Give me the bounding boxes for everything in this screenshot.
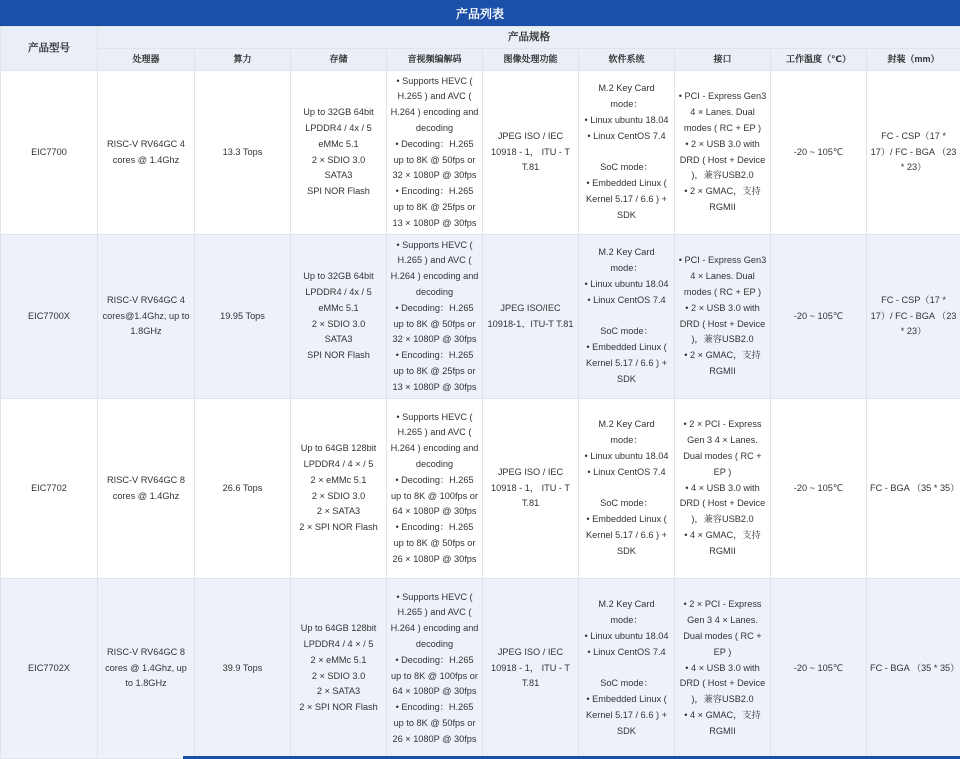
interface-cell-line: • 2 × USB 3.0 with DRD ( Host + Device )，兼容USB2.0 (679, 138, 766, 181)
table-row (1, 399, 960, 579)
software-cell-line (582, 145, 671, 161)
interface-cell-line: • 4 × USB 3.0 with DRD ( Host + Device )，兼容USB2.0 (679, 662, 766, 705)
interface-cell-line: • 4 × GMAC，支持RGMII (684, 529, 761, 556)
storage-cell-line: SATA3 (324, 170, 353, 181)
compute-cell: 19.95 Tops (195, 235, 291, 399)
interface-cell-line: • 2 × PCI - Express Gen 3 4 × Lanes. Dual modes ( RC + EP ) (683, 419, 762, 477)
storage-cell-line: eMMc 5.1 (318, 138, 359, 149)
product-table (0, 26, 960, 759)
storage-cell-line: 2 × eMMc 5.1 (310, 654, 367, 665)
processor-cell: RISC-V RV64GC 8 cores @ 1.4Ghz (98, 399, 195, 579)
codec-cell (387, 399, 483, 579)
processor-cell: RISC-V RV64GC 8 cores @ 1.4Ghz, up to 1.8GHz (98, 579, 195, 759)
image-processing-cell: JPEG ISO/IEC 10918-1、ITU-T T.81 (483, 235, 579, 399)
interface-cell-line: • 2 × GMAC，支持RGMII (684, 350, 761, 376)
interface-cell (675, 579, 771, 759)
codec-cell-line: • Decoding：H.265 up to 8K @ 50fps or 32 × 1080P @ 30fps (392, 138, 477, 181)
storage-cell-line: SPI NOR Flash (307, 350, 370, 361)
software-cell-line: SoC mode： (600, 498, 653, 509)
temperature-cell: -20 ~ 105℃ (771, 235, 867, 399)
software-cell-line: • Embedded Linux ( Kernel 5.17 / 6.6 ) + SDK (586, 178, 667, 220)
software-cell-line: SoC mode： (600, 326, 653, 337)
model-cell: EIC7700 (1, 71, 98, 235)
package-cell: FC - BGA （35 * 35） (867, 399, 960, 579)
software-cell-line: • Embedded Linux ( Kernel 5.17 / 6.6 ) + SDK (586, 342, 667, 384)
codec-cell-line: • Decoding：H.265 up to 8K @ 100fps or 64 × 1080P @ 30fps (391, 474, 478, 517)
model-cell: EIC7702X (1, 579, 98, 759)
processor-cell: RISC-V RV64GC 4 cores@1.4Ghz, up to 1.8GHz (98, 235, 195, 399)
storage-cell-line: Up to 32GB 64bit LPDDR4 / 4x / 5 (303, 271, 374, 297)
codec-cell-line: • Encoding：H.265 up to 8K @ 50fps or 26 × 1080P @ 30fps (392, 522, 477, 564)
model-cell: EIC7700X (1, 235, 98, 399)
storage-cell-line: SATA3 (324, 334, 353, 345)
storage-cell-line: 2 × SDIO 3.0 (311, 490, 366, 501)
interface-cell-line: • 2 × USB 3.0 with DRD ( Host + Device )，兼容USB2.0 (679, 302, 766, 345)
codec-cell (387, 235, 483, 399)
interface-cell (675, 71, 771, 235)
codec-cell (387, 71, 483, 235)
interface-cell-line: • PCI - Express Gen3 4 × Lanes. Dual modes ( RC + EP ) (678, 91, 767, 133)
software-cell-line: • Linux ubuntu 18.04 (584, 631, 669, 641)
compute-cell: 13.3 Tops (195, 71, 291, 235)
model-column-header: 产品型号 (1, 27, 98, 71)
storage-cell (291, 579, 387, 759)
codec-cell-line: • Supports HEVC ( H.265 ) and AVC ( H.264 ) encoding and decoding (390, 591, 479, 649)
storage-cell-line: Up to 32GB 64bit LPDDR4 / 4x / 5 (303, 107, 374, 133)
codec-cell-line: • Encoding：H.265 up to 8K @ 50fps or 26 × 1080P @ 30fps (392, 702, 477, 744)
software-cell-line: • Embedded Linux ( Kernel 5.17 / 6.6 ) + SDK (586, 694, 667, 736)
storage-cell (291, 399, 387, 579)
software-cell-line (582, 661, 671, 677)
compute-cell: 26.6 Tops (195, 399, 291, 579)
software-cell-line: • Linux CentOS 7.4 (587, 466, 666, 477)
interface-cell-line: • 4 × GMAC，支持RGMII (684, 709, 761, 736)
codec-cell-line: • Encoding：H.265 up to 8K @ 25fps or 13 × 1080P @ 30fps (392, 350, 477, 392)
interface-cell (675, 235, 771, 399)
software-cell-line: • Linux CentOS 7.4 (587, 294, 666, 305)
temperature-column-header: 工作温度（℃） (771, 49, 867, 71)
package-cell: FC - CSP（17 * 17）/ FC - BGA （23 * 23） (867, 71, 960, 235)
storage-cell-line: 2 × eMMc 5.1 (310, 474, 367, 485)
interface-cell (675, 399, 771, 579)
storage-cell-line: SPI NOR Flash (307, 186, 370, 197)
processor-column-header: 处理器 (98, 49, 195, 71)
storage-cell-line: 2 × SATA3 (316, 686, 361, 697)
interface-cell-line: • 2 × GMAC，支持RGMII (684, 186, 761, 212)
software-cell-line: • Embedded Linux ( Kernel 5.17 / 6.6 ) + SDK (586, 514, 667, 556)
storage-cell-line: 2 × SDIO 3.0 (311, 670, 366, 681)
codec-cell-line: • Supports HEVC ( H.265 ) and AVC ( H.264 ) encoding and decoding (390, 239, 479, 297)
model-cell: EIC7702 (1, 399, 98, 579)
storage-column-header: 存储 (291, 49, 387, 71)
storage-cell-line: 2 × SATA3 (316, 506, 361, 517)
software-cell-line: SoC mode： (600, 678, 653, 689)
storage-cell-line: eMMc 5.1 (318, 302, 359, 313)
codec-cell-line: • Encoding：H.265 up to 8K @ 25fps or 13 × 1080P @ 30fps (392, 186, 477, 228)
software-cell-line (582, 481, 671, 497)
image-processing-cell: JPEG ISO / IEC 10918 - 1， ITU - T T.81 (483, 71, 579, 235)
codec-cell-line: • Supports HEVC ( H.265 ) and AVC ( H.264 ) encoding and decoding (390, 75, 479, 133)
image-processing-cell: JPEG ISO / IEC 10918 - 1， ITU - T T.81 (483, 399, 579, 579)
software-cell-line: • Linux ubuntu 18.04 (584, 115, 669, 125)
software-cell-line: M.2 Key Card mode： (598, 419, 655, 446)
page-title: 产品列表 (0, 0, 960, 26)
compute-column-header: 算力 (195, 49, 291, 71)
storage-cell-line: 2 × SPI NOR Flash (299, 702, 378, 713)
software-cell-line: M.2 Key Card mode： (598, 599, 655, 626)
storage-cell-line: 2 × SDIO 3.0 (311, 154, 366, 165)
codec-cell-line: • Supports HEVC ( H.265 ) and AVC ( H.264 ) encoding and decoding (390, 411, 479, 469)
storage-cell-line: Up to 64GB 128bit LPDDR4 / 4 × / 5 (300, 443, 377, 469)
package-cell: FC - CSP（17 * 17）/ FC - BGA （23 * 23） (867, 235, 960, 399)
software-cell-line: • Linux CentOS 7.4 (587, 130, 666, 141)
storage-cell-line: Up to 64GB 128bit LPDDR4 / 4 × / 5 (300, 623, 377, 649)
codec-cell-line: • Decoding：H.265 up to 8K @ 50fps or 32 × 1080P @ 30fps (392, 302, 477, 345)
software-cell-line: • Linux ubuntu 18.04 (584, 279, 669, 289)
software-cell-line: SoC mode： (600, 162, 653, 173)
storage-cell (291, 71, 387, 235)
table-row (1, 579, 960, 759)
software-cell-line (582, 309, 671, 325)
package-cell: FC - BGA （35 * 35） (867, 579, 960, 759)
specs-group-header: 产品规格 (98, 27, 960, 49)
software-column-header: 软件系统 (579, 49, 675, 71)
temperature-cell: -20 ~ 105℃ (771, 399, 867, 579)
software-cell (579, 235, 675, 399)
codec-cell-line: • Decoding：H.265 up to 8K @ 100fps or 64 × 1080P @ 30fps (391, 654, 478, 697)
compute-cell: 39.9 Tops (195, 579, 291, 759)
software-cell (579, 579, 675, 759)
software-cell-line: M.2 Key Card mode： (598, 247, 655, 274)
processor-cell: RISC-V RV64GC 4 cores @ 1.4Ghz (98, 71, 195, 235)
codec-cell (387, 579, 483, 759)
table-row (1, 71, 960, 235)
software-cell (579, 399, 675, 579)
interface-column-header: 接口 (675, 49, 771, 71)
storage-cell-line: 2 × SDIO 3.0 (311, 318, 366, 329)
table-row (1, 235, 960, 399)
codec-column-header: 音视频编解码 (387, 49, 483, 71)
software-cell-line: • Linux CentOS 7.4 (587, 646, 666, 657)
interface-cell-line: • 4 × USB 3.0 with DRD ( Host + Device )，兼容USB2.0 (679, 482, 766, 525)
software-cell-line: • Linux ubuntu 18.04 (584, 451, 669, 461)
storage-cell (291, 235, 387, 399)
package-column-header: 封装（mm） (867, 49, 960, 71)
product-rows (1, 71, 960, 759)
temperature-cell: -20 ~ 105℃ (771, 71, 867, 235)
storage-cell-line: 2 × SPI NOR Flash (299, 522, 378, 533)
image-processing-column-header: 图像处理功能 (483, 49, 579, 71)
temperature-cell: -20 ~ 105℃ (771, 579, 867, 759)
interface-cell-line: • PCI - Express Gen3 4 × Lanes. Dual modes ( RC + EP ) (678, 255, 767, 297)
image-processing-cell: JPEG ISO / IEC 10918 - 1， ITU - T T.81 (483, 579, 579, 759)
software-cell-line: M.2 Key Card mode： (598, 83, 655, 110)
software-cell (579, 71, 675, 235)
interface-cell-line: • 2 × PCI - Express Gen 3 4 × Lanes. Dual modes ( RC + EP ) (683, 599, 762, 657)
